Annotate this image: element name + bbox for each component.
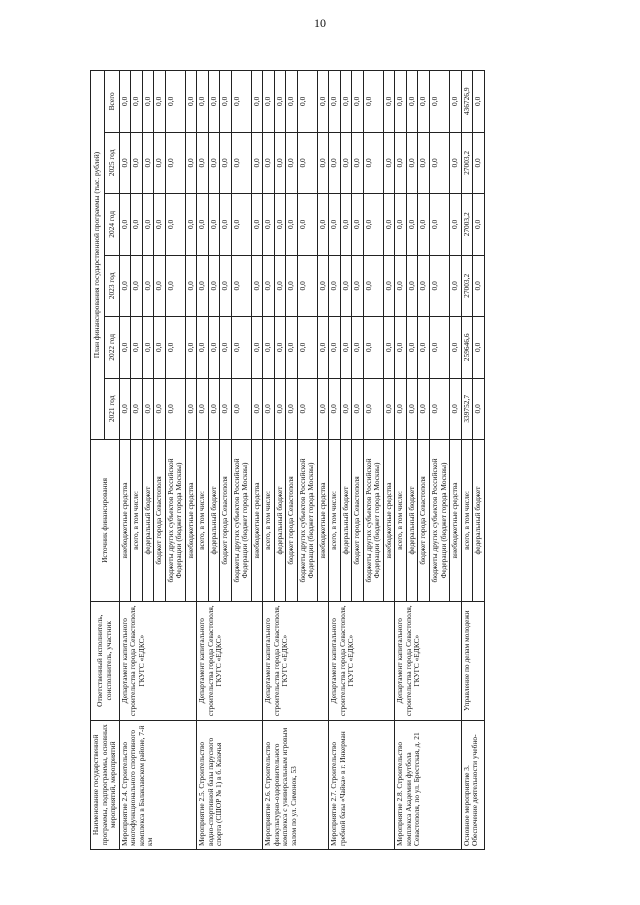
year-value: 0,0 <box>329 194 341 255</box>
year-value: 0,0 <box>383 132 395 193</box>
year-value: 0,0 <box>340 317 352 378</box>
funding-source: всего, в том числе: <box>329 440 341 602</box>
total-value: 0,0 <box>383 71 395 133</box>
year-value: 0,0 <box>154 255 166 316</box>
year-value: 0,0 <box>429 194 449 255</box>
funding-source: федеральный бюджет <box>473 440 485 602</box>
year-value: 0,0 <box>142 132 154 193</box>
year-value: 0,0 <box>154 378 166 439</box>
year-value: 0,0 <box>429 132 449 193</box>
year-value: 0,0 <box>352 317 364 378</box>
funding-source: внебюджетные средства <box>317 440 329 602</box>
year-value: 0,0 <box>263 194 275 255</box>
total-value: 0,0 <box>231 71 251 133</box>
year-value: 0,0 <box>418 194 430 255</box>
year-value: 0,0 <box>383 317 395 378</box>
year-value: 0,0 <box>363 255 383 316</box>
year-value: 0,0 <box>317 132 329 193</box>
year-value: 0,0 <box>450 132 462 193</box>
year-value: 0,0 <box>231 194 251 255</box>
header-year: 2023 год <box>105 255 119 316</box>
year-value: 0,0 <box>131 317 143 378</box>
total-value: 0,0 <box>363 71 383 133</box>
year-value: 0,0 <box>406 317 418 378</box>
year-value: 0,0 <box>231 132 251 193</box>
year-value: 0,0 <box>197 132 209 193</box>
year-value: 0,0 <box>119 132 131 193</box>
year-value: 0,0 <box>142 378 154 439</box>
year-value: 0,0 <box>154 194 166 255</box>
header-plan: План финансирования государственной программы (тыс. рублей) <box>91 71 105 440</box>
year-value: 0,0 <box>131 378 143 439</box>
year-value: 0,0 <box>185 132 197 193</box>
year-value: 0,0 <box>119 255 131 316</box>
year-value: 0,0 <box>208 194 220 255</box>
funding-source: федеральный бюджет <box>406 440 418 602</box>
funding-source: бюджет города Севастополя <box>286 440 298 602</box>
year-value: 0,0 <box>165 378 185 439</box>
year-value: 0,0 <box>220 378 232 439</box>
year-value: 0,0 <box>263 132 275 193</box>
year-value: 0,0 <box>231 255 251 316</box>
year-value: 0,0 <box>142 317 154 378</box>
total-value: 0,0 <box>429 71 449 133</box>
table-row <box>461 71 473 850</box>
year-value: 0,0 <box>185 194 197 255</box>
total-value: 0,0 <box>119 71 131 133</box>
year-value: 0,0 <box>274 194 286 255</box>
year-value: 0,0 <box>154 317 166 378</box>
year-value: 0,0 <box>274 378 286 439</box>
year-value: 0,0 <box>231 378 251 439</box>
year-value: 0,0 <box>383 378 395 439</box>
year-value: 0,0 <box>197 317 209 378</box>
funding-source: внебюджетные средства <box>383 440 395 602</box>
funding-source: бюджеты других субъектов Российской Федерации (бюджет города Москвы) <box>231 440 251 602</box>
year-value: 0,0 <box>274 317 286 378</box>
year-value: 0,0 <box>263 317 275 378</box>
header-year: 2024 год <box>105 194 119 255</box>
total-value: 0,0 <box>251 71 263 133</box>
funding-source: бюджет города Севастополя <box>418 440 430 602</box>
table-row <box>119 71 131 850</box>
year-value: 0,0 <box>395 132 407 193</box>
year-value: 0,0 <box>297 317 317 378</box>
page-number: 10 <box>314 16 326 30</box>
year-value: 0,0 <box>220 132 232 193</box>
table-row <box>263 71 275 850</box>
total-value: 0,0 <box>142 71 154 133</box>
year-value: 0,0 <box>406 132 418 193</box>
funding-source: бюджеты других субъектов Российской Федерации (бюджет города Москвы) <box>297 440 317 602</box>
year-value: 0,0 <box>142 255 154 316</box>
year-value: 0,0 <box>473 317 485 378</box>
year-value: 0,0 <box>165 132 185 193</box>
funding-source: внебюджетные средства <box>119 440 131 602</box>
total-value: 0,0 <box>418 71 430 133</box>
funding-source: всего, в том числе: <box>131 440 143 602</box>
funding-source: внебюджетные средства <box>251 440 263 602</box>
year-value: 339752,7 <box>461 378 473 439</box>
year-value: 0,0 <box>165 194 185 255</box>
total-value: 0,0 <box>450 71 462 133</box>
executor: Департамент капитального строительства города Севастополя, ГКУГС «ЕДКС» <box>395 601 461 720</box>
year-value: 0,0 <box>383 194 395 255</box>
header-source: Источник финансирования <box>91 440 120 602</box>
total-value: 0,0 <box>473 71 485 133</box>
year-value: 0,0 <box>220 255 232 316</box>
funding-source: федеральный бюджет <box>142 440 154 602</box>
funding-source: бюджеты других субъектов Российской Федерации (бюджет города Москвы) <box>165 440 185 602</box>
total-value: 0,0 <box>352 71 364 133</box>
year-value: 0,0 <box>251 378 263 439</box>
funding-source: федеральный бюджет <box>340 440 352 602</box>
year-value: 0,0 <box>251 132 263 193</box>
funding-source: внебюджетные средства <box>450 440 462 602</box>
year-value: 0,0 <box>119 378 131 439</box>
year-value: 0,0 <box>352 255 364 316</box>
funding-source: всего, в том числе: <box>197 440 209 602</box>
year-value: 0,0 <box>450 255 462 316</box>
total-value: 0,0 <box>154 71 166 133</box>
year-value: 0,0 <box>119 194 131 255</box>
year-value: 0,0 <box>297 132 317 193</box>
executor: Департамент капитального строительства города Севастополя, ГКУГС «ЕДКС» <box>329 601 395 720</box>
year-value: 0,0 <box>131 255 143 316</box>
year-value: 0,0 <box>220 317 232 378</box>
total-value: 0,0 <box>220 71 232 133</box>
year-value: 0,0 <box>220 194 232 255</box>
measure-name: Мероприятие 2.7. Строительство гребной базы «Чайка» в г. Инкерман <box>329 720 395 849</box>
measure-name: Мероприятие 2.8. Строительство комплекса Академии футбола Севастополя, по ул. Брестская, д. 21 <box>395 720 461 849</box>
funding-source: всего, в том числе: <box>395 440 407 602</box>
year-value: 0,0 <box>208 378 220 439</box>
year-value: 0,0 <box>297 194 317 255</box>
year-value: 0,0 <box>165 317 185 378</box>
year-value: 0,0 <box>197 255 209 316</box>
year-value: 0,0 <box>142 194 154 255</box>
year-value: 0,0 <box>131 194 143 255</box>
year-value: 0,0 <box>395 194 407 255</box>
table-row <box>197 71 209 850</box>
year-value: 0,0 <box>274 132 286 193</box>
year-value: 27003,2 <box>461 255 473 316</box>
year-value: 0,0 <box>450 378 462 439</box>
year-value: 0,0 <box>329 378 341 439</box>
executor: Департамент капитального строительства города Севастополя, ГКУГС «ЕДКС» <box>263 601 329 720</box>
header-total: Всего <box>105 71 119 133</box>
year-value: 0,0 <box>473 255 485 316</box>
total-value: 0,0 <box>185 71 197 133</box>
total-value: 0,0 <box>317 71 329 133</box>
year-value: 0,0 <box>286 194 298 255</box>
total-value: 436726,9 <box>461 71 473 133</box>
year-value: 0,0 <box>263 378 275 439</box>
year-value: 0,0 <box>473 194 485 255</box>
year-value: 0,0 <box>363 194 383 255</box>
year-value: 0,0 <box>329 255 341 316</box>
total-value: 0,0 <box>329 71 341 133</box>
measure-name: Основное мероприятие 3. Обеспечение деятельности учебно- <box>461 720 484 849</box>
table-row <box>329 71 341 850</box>
executor: Департамент капитального строительства города Севастополя, ГКУГС «ЕДКС» <box>119 601 197 720</box>
total-value: 0,0 <box>406 71 418 133</box>
year-value: 0,0 <box>363 132 383 193</box>
year-value: 0,0 <box>286 255 298 316</box>
executor: Департамент капитального строительства города Севастополя, ГКУГС «ЕДКС» <box>197 601 263 720</box>
year-value: 0,0 <box>450 317 462 378</box>
year-value: 0,0 <box>473 378 485 439</box>
year-value: 0,0 <box>383 255 395 316</box>
header-name: Наименование государственной программы, подпрограммы, основных мероприятий, мероприятий <box>91 720 120 849</box>
year-value: 0,0 <box>363 378 383 439</box>
year-value: 0,0 <box>317 378 329 439</box>
funding-source: внебюджетные средства <box>185 440 197 602</box>
year-value: 0,0 <box>208 132 220 193</box>
year-value: 0,0 <box>317 255 329 316</box>
year-value: 0,0 <box>450 194 462 255</box>
year-value: 0,0 <box>165 255 185 316</box>
year-value: 0,0 <box>418 317 430 378</box>
year-value: 0,0 <box>429 317 449 378</box>
year-value: 0,0 <box>251 194 263 255</box>
funding-source: бюджет города Севастополя <box>220 440 232 602</box>
year-value: 0,0 <box>131 132 143 193</box>
year-value: 0,0 <box>418 132 430 193</box>
funding-source: всего, в том числе: <box>263 440 275 602</box>
year-value: 0,0 <box>185 255 197 316</box>
funding-source: бюджет города Севастополя <box>352 440 364 602</box>
executor: Управление по делам молодежи <box>461 601 484 720</box>
year-value: 0,0 <box>395 255 407 316</box>
year-value: 0,0 <box>340 255 352 316</box>
year-value: 0,0 <box>297 255 317 316</box>
year-value: 0,0 <box>395 378 407 439</box>
measure-name: Мероприятие 2.6. Строительство физкультурно-оздоровительного комплекса с универсальным игровым залом по ул. Симонок, 53 <box>263 720 329 849</box>
year-value: 0,0 <box>329 317 341 378</box>
year-value: 0,0 <box>418 378 430 439</box>
year-value: 0,0 <box>208 255 220 316</box>
year-value: 0,0 <box>286 378 298 439</box>
total-value: 0,0 <box>263 71 275 133</box>
year-value: 0,0 <box>473 132 485 193</box>
funding-source: федеральный бюджет <box>208 440 220 602</box>
total-value: 0,0 <box>165 71 185 133</box>
measure-name: Мероприятие 2.4. Строительство многофункционального спортивного комплекса в Балаклавском районе, 7-й км <box>119 720 197 849</box>
total-value: 0,0 <box>286 71 298 133</box>
table-body <box>119 71 484 850</box>
year-value: 0,0 <box>340 378 352 439</box>
total-value: 0,0 <box>395 71 407 133</box>
year-value: 0,0 <box>263 255 275 316</box>
funding-source: всего, в том числе: <box>461 440 473 602</box>
year-value: 0,0 <box>406 255 418 316</box>
year-value: 259646,6 <box>461 317 473 378</box>
year-value: 0,0 <box>429 378 449 439</box>
year-value: 0,0 <box>208 317 220 378</box>
header-year: 2021 год <box>105 378 119 439</box>
year-value: 0,0 <box>231 317 251 378</box>
rotated-page <box>90 70 590 850</box>
table-row <box>395 71 407 850</box>
year-value: 0,0 <box>185 317 197 378</box>
year-value: 0,0 <box>197 194 209 255</box>
year-value: 0,0 <box>297 378 317 439</box>
year-value: 0,0 <box>119 317 131 378</box>
header-exec: Ответственный исполнитель, соисполнитель, участник <box>91 601 120 720</box>
year-value: 0,0 <box>352 378 364 439</box>
funding-source: бюджеты других субъектов Российской Федерации (бюджет города Москвы) <box>429 440 449 602</box>
total-value: 0,0 <box>131 71 143 133</box>
year-value: 0,0 <box>363 317 383 378</box>
year-value: 0,0 <box>418 255 430 316</box>
header-year: 2025 год <box>105 132 119 193</box>
total-value: 0,0 <box>297 71 317 133</box>
year-value: 0,0 <box>340 194 352 255</box>
year-value: 0,0 <box>340 132 352 193</box>
year-value: 0,0 <box>352 132 364 193</box>
total-value: 0,0 <box>340 71 352 133</box>
year-value: 0,0 <box>406 194 418 255</box>
year-value: 27003,2 <box>461 194 473 255</box>
year-value: 0,0 <box>286 317 298 378</box>
header-year: 2022 год <box>105 317 119 378</box>
year-value: 0,0 <box>317 317 329 378</box>
year-value: 0,0 <box>406 378 418 439</box>
funding-source: бюджеты других субъектов Российской Федерации (бюджет города Москвы) <box>363 440 383 602</box>
funding-source: бюджет города Севастополя <box>154 440 166 602</box>
total-value: 0,0 <box>274 71 286 133</box>
year-value: 0,0 <box>395 317 407 378</box>
financing-table <box>90 70 485 850</box>
year-value: 0,0 <box>185 378 197 439</box>
year-value: 27003,2 <box>461 132 473 193</box>
year-value: 0,0 <box>429 255 449 316</box>
year-value: 0,0 <box>317 194 329 255</box>
total-value: 0,0 <box>197 71 209 133</box>
year-value: 0,0 <box>154 132 166 193</box>
measure-name: Мероприятие 2.5. Строительство воднo-спортивной базы парусного спорта (СШОР № 1) в б. Казачья <box>197 720 263 849</box>
year-value: 0,0 <box>274 255 286 316</box>
total-value: 0,0 <box>208 71 220 133</box>
year-value: 0,0 <box>352 194 364 255</box>
year-value: 0,0 <box>197 378 209 439</box>
funding-source: федеральный бюджет <box>274 440 286 602</box>
year-value: 0,0 <box>286 132 298 193</box>
year-value: 0,0 <box>329 132 341 193</box>
year-value: 0,0 <box>251 317 263 378</box>
year-value: 0,0 <box>251 255 263 316</box>
